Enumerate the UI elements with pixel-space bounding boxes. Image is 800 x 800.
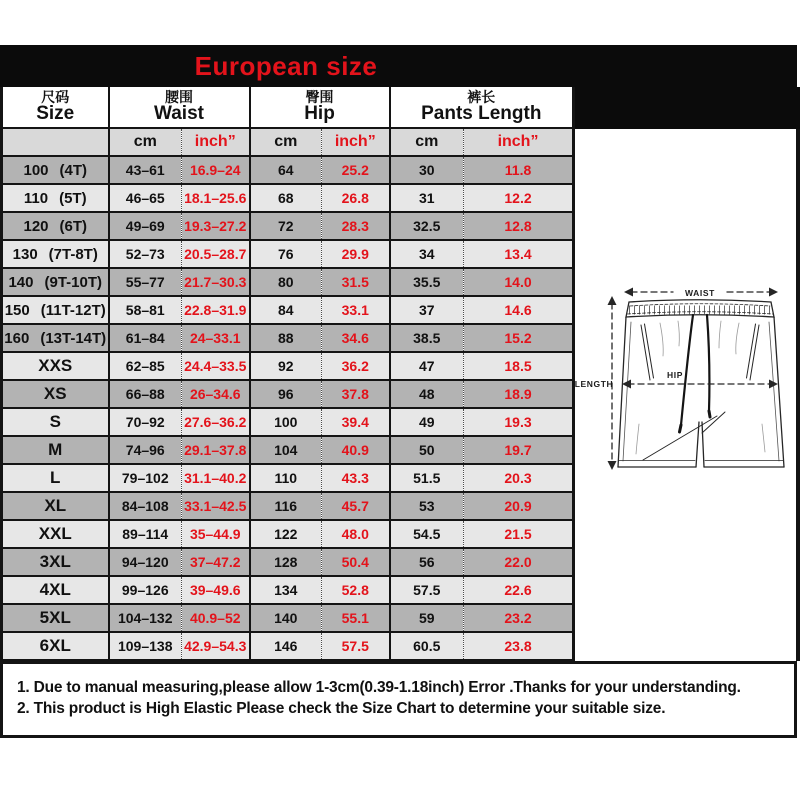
header-hip-en: Hip: [304, 103, 335, 125]
length-inch-cell: 18.9: [464, 380, 574, 408]
waist-cm-cell: 74–96: [109, 436, 182, 464]
waist-inch-cell: 39–49.6: [182, 576, 250, 604]
length-cm-cell: 54.5: [390, 520, 464, 548]
size-age-tag: (4T): [59, 161, 88, 179]
size-table-body: [2, 156, 574, 660]
hip-inch-cell: 55.1: [322, 604, 390, 632]
waist-inch-cell: 21.7–30.3: [182, 268, 250, 296]
length-inch-cell: 14.6: [464, 296, 574, 324]
hip-cm-cell: 128: [250, 548, 322, 576]
length-cm-cell: 53: [390, 492, 464, 520]
size-row: [2, 576, 574, 604]
size-label-cell: [2, 464, 109, 492]
string-tie-marks: [643, 412, 725, 460]
waist-inch-cell: 31.1–40.2: [182, 464, 250, 492]
size-label-cell: [2, 184, 109, 212]
hip-cm-cell: 80: [250, 268, 322, 296]
hip-inch-cell: 29.9: [322, 240, 390, 268]
hip-cm-cell: 104: [250, 436, 322, 464]
length-cm-cell: 47: [390, 352, 464, 380]
size-chart-sheet: [0, 45, 797, 738]
hip-inch-cell: 33.1: [322, 296, 390, 324]
size-row: [2, 268, 574, 296]
shorts-diagram: [575, 129, 796, 659]
length-inch-cell: 13.4: [464, 240, 574, 268]
length-cm-cell: 35.5: [390, 268, 464, 296]
size-value: XXS: [38, 356, 73, 375]
hip-cm-cell: 100: [250, 408, 322, 436]
unit-inch-waist: inch”: [182, 128, 250, 156]
size-row: [2, 632, 574, 660]
size-value: 4XL: [39, 580, 71, 599]
length-inch-cell: 20.9: [464, 492, 574, 520]
size-row: [2, 324, 574, 352]
waist-cm-cell: 94–120: [109, 548, 182, 576]
crease-lines: [636, 321, 765, 454]
waist-cm-cell: 43–61: [109, 156, 182, 184]
length-cm-cell: 49: [390, 408, 464, 436]
hip-cm-cell: 64: [250, 156, 322, 184]
header-hip: [250, 87, 390, 128]
waist-inch-cell: 24.4–33.5: [182, 352, 250, 380]
hip-cm-cell: 72: [250, 212, 322, 240]
size-label-cell: [2, 548, 109, 576]
waist-inch-cell: 24–33.1: [182, 324, 250, 352]
size-age-tag: (13T-14T): [40, 329, 107, 347]
length-cm-cell: 59: [390, 604, 464, 632]
length-cm-cell: 30: [390, 156, 464, 184]
header-size-zh: 尺码: [41, 88, 70, 105]
size-label-cell: [2, 240, 109, 268]
title-band: [0, 45, 797, 87]
hip-cm-cell: 88: [250, 324, 322, 352]
size-label-cell: [2, 520, 109, 548]
length-cm-cell: 31: [390, 184, 464, 212]
length-inch-cell: 22.6: [464, 576, 574, 604]
length-cm-cell: 32.5: [390, 212, 464, 240]
length-cm-cell: 37: [390, 296, 464, 324]
diagram-panel: [575, 129, 800, 661]
size-row: [2, 380, 574, 408]
size-age-tag: (9T-10T): [44, 273, 103, 291]
waist-inch-cell: 27.6–36.2: [182, 408, 250, 436]
size-row: [2, 296, 574, 324]
waist-cm-cell: 99–126: [109, 576, 182, 604]
hip-inch-cell: 39.4: [322, 408, 390, 436]
unit-inch-hip: inch”: [322, 128, 390, 156]
length-inch-cell: 18.5: [464, 352, 574, 380]
hip-cm-cell: 76: [250, 240, 322, 268]
size-value: L: [50, 468, 61, 487]
table-header-row: [2, 87, 574, 128]
size-row: [2, 492, 574, 520]
length-inch-cell: 19.3: [464, 408, 574, 436]
size-value: 160: [4, 329, 30, 347]
length-cm-cell: 50: [390, 436, 464, 464]
hip-inch-cell: 57.5: [322, 632, 390, 660]
waist-cm-cell: 62–85: [109, 352, 182, 380]
page-title: European size: [194, 51, 378, 81]
size-age-tag: (7T-8T): [48, 245, 98, 263]
waist-cm-cell: 104–132: [109, 604, 182, 632]
size-row: [2, 464, 574, 492]
size-label-cell: [2, 604, 109, 632]
waist-inch-cell: 26–34.6: [182, 380, 250, 408]
size-label-cell: [2, 408, 109, 436]
hip-inch-cell: 37.8: [322, 380, 390, 408]
waist-cm-cell: 84–108: [109, 492, 182, 520]
hip-inch-cell: 31.5: [322, 268, 390, 296]
hip-arrow: [622, 380, 778, 389]
size-value: 120: [23, 217, 49, 235]
waist-inch-cell: 16.9–24: [182, 156, 250, 184]
waistband: [626, 300, 774, 317]
size-value: 150: [4, 301, 30, 319]
waist-inch-cell: 29.1–37.8: [182, 436, 250, 464]
header-length: [390, 87, 574, 128]
size-label-cell: [2, 352, 109, 380]
size-row: [2, 548, 574, 576]
waist-cm-cell: 49–69: [109, 212, 182, 240]
size-row: [2, 156, 574, 184]
waist-cm-cell: 66–88: [109, 380, 182, 408]
header-hip-zh: 臀围: [305, 88, 334, 105]
length-inch-cell: 22.0: [464, 548, 574, 576]
waist-inch-cell: 42.9–54.3: [182, 632, 250, 660]
waist-inch-cell: 35–44.9: [182, 520, 250, 548]
size-value: 100: [23, 161, 49, 179]
size-row: [2, 212, 574, 240]
hip-inch-cell: 25.2: [322, 156, 390, 184]
length-cm-cell: 34: [390, 240, 464, 268]
size-label-cell: [2, 632, 109, 660]
length-inch-cell: 12.8: [464, 212, 574, 240]
hip-cm-cell: 68: [250, 184, 322, 212]
length-cm-cell: 38.5: [390, 324, 464, 352]
length-inch-cell: 14.0: [464, 268, 574, 296]
hip-inch-cell: 36.2: [322, 352, 390, 380]
length-cm-cell: 57.5: [390, 576, 464, 604]
unit-header-row: [2, 128, 574, 156]
waist-cm-cell: 79–102: [109, 464, 182, 492]
hip-cm-cell: 96: [250, 380, 322, 408]
unit-cm-length: cm: [390, 128, 464, 156]
header-size: [2, 87, 109, 128]
size-value: 5XL: [39, 608, 71, 627]
hip-measure-label: HIP: [667, 370, 684, 380]
length-measure-label: LENGTH: [575, 379, 614, 389]
note-line-1: 1. Due to manual measuring,please allow 1-3cm(0.39-1.18inch) Error .Thanks for your understanding.: [17, 679, 741, 696]
size-row: [2, 240, 574, 268]
size-row: [2, 352, 574, 380]
size-label-cell: [2, 380, 109, 408]
hip-inch-cell: 28.3: [322, 212, 390, 240]
size-row: [2, 408, 574, 436]
waist-inch-cell: 33.1–42.5: [182, 492, 250, 520]
waist-inch-cell: 18.1–25.6: [182, 184, 250, 212]
size-row: [2, 436, 574, 464]
size-row: [2, 604, 574, 632]
hip-cm-cell: 116: [250, 492, 322, 520]
waist-cm-cell: 55–77: [109, 268, 182, 296]
hip-inch-cell: 34.6: [322, 324, 390, 352]
hip-inch-cell: 45.7: [322, 492, 390, 520]
size-table: [0, 87, 575, 661]
length-cm-cell: 48: [390, 380, 464, 408]
waist-inch-cell: 40.9–52: [182, 604, 250, 632]
hip-cm-cell: 140: [250, 604, 322, 632]
hip-cm-cell: 84: [250, 296, 322, 324]
notes-box: [0, 661, 797, 738]
header-size-en: Size: [36, 103, 75, 125]
waist-inch-cell: 22.8–31.9: [182, 296, 250, 324]
size-age-tag: (11T-12T): [40, 301, 106, 319]
size-value: 140: [8, 273, 34, 291]
waist-inch-cell: 20.5–28.7: [182, 240, 250, 268]
header-waist: [109, 87, 250, 128]
waist-cm-cell: 89–114: [109, 520, 182, 548]
size-value: 110: [23, 189, 49, 207]
hip-cm-cell: 134: [250, 576, 322, 604]
size-value: XL: [44, 496, 67, 515]
size-label-cell: [2, 212, 109, 240]
pocket-slits: [641, 324, 759, 380]
drawstring: [680, 315, 711, 432]
diagram-column: [575, 87, 800, 661]
waist-inch-cell: 19.3–27.2: [182, 212, 250, 240]
size-label-cell: [2, 492, 109, 520]
size-value: 3XL: [39, 552, 71, 571]
header-waist-zh: 腰围: [165, 88, 193, 105]
length-cm-cell: 56: [390, 548, 464, 576]
hip-inch-cell: 48.0: [322, 520, 390, 548]
size-label-cell: [2, 576, 109, 604]
unit-inch-length: inch”: [464, 128, 574, 156]
length-cm-cell: 60.5: [390, 632, 464, 660]
size-value: 6XL: [39, 636, 71, 655]
length-inch-cell: 23.2: [464, 604, 574, 632]
unit-blank-cell: [2, 128, 109, 156]
hip-inch-cell: 52.8: [322, 576, 390, 604]
size-value: XXL: [38, 524, 72, 543]
hip-inch-cell: 50.4: [322, 548, 390, 576]
waist-cm-cell: 58–81: [109, 296, 182, 324]
waist-cm-cell: 61–84: [109, 324, 182, 352]
length-inch-cell: 15.2: [464, 324, 574, 352]
size-age-tag: (5T): [59, 189, 87, 207]
waist-inch-cell: 37–47.2: [182, 548, 250, 576]
waist-measure-label: WAIST: [685, 288, 715, 298]
size-label-cell: [2, 324, 109, 352]
note-line-2: 2. This product is High Elastic Please check the Size Chart to determine your suitable size.: [17, 700, 666, 717]
hip-inch-cell: 26.8: [322, 184, 390, 212]
unit-cm-hip: cm: [250, 128, 322, 156]
waist-cm-cell: 52–73: [109, 240, 182, 268]
hip-inch-cell: 40.9: [322, 436, 390, 464]
size-label-cell: [2, 156, 109, 184]
length-inch-cell: 20.3: [464, 464, 574, 492]
length-cm-cell: 51.5: [390, 464, 464, 492]
waist-cm-cell: 46–65: [109, 184, 182, 212]
length-inch-cell: 12.2: [464, 184, 574, 212]
size-label-cell: [2, 268, 109, 296]
length-inch-cell: 11.8: [464, 156, 574, 184]
header-length-en: Pants Length: [421, 103, 542, 125]
size-value: M: [48, 440, 63, 459]
table-and-diagram: [0, 87, 797, 661]
size-value: S: [49, 412, 61, 431]
size-label-cell: [2, 436, 109, 464]
size-label-cell: [2, 296, 109, 324]
hip-cm-cell: 146: [250, 632, 322, 660]
size-value: 130: [12, 245, 38, 263]
length-inch-cell: 21.5: [464, 520, 574, 548]
hip-cm-cell: 110: [250, 464, 322, 492]
size-row: [2, 520, 574, 548]
size-row: [2, 184, 574, 212]
header-length-zh: 裤长: [467, 88, 496, 105]
length-inch-cell: 23.8: [464, 632, 574, 660]
waist-cm-cell: 70–92: [109, 408, 182, 436]
header-waist-en: Waist: [154, 103, 204, 125]
hip-cm-cell: 92: [250, 352, 322, 380]
unit-cm-waist: cm: [109, 128, 182, 156]
size-value: XS: [43, 384, 67, 403]
hip-inch-cell: 43.3: [322, 464, 390, 492]
size-age-tag: (6T): [59, 217, 88, 235]
header-black-block: [575, 87, 800, 129]
length-inch-cell: 19.7: [464, 436, 574, 464]
hip-cm-cell: 122: [250, 520, 322, 548]
waist-cm-cell: 109–138: [109, 632, 182, 660]
